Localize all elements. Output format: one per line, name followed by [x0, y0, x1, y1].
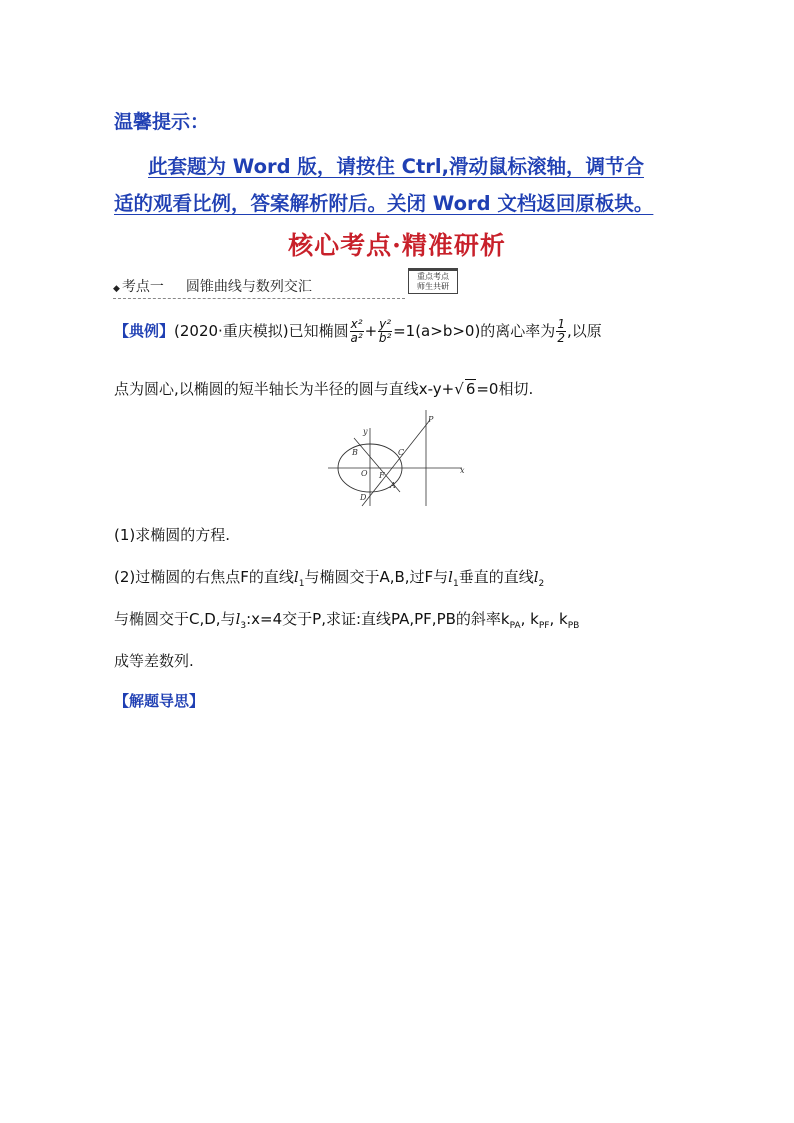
question-2-line-2: 与椭圆交于C,D,与$l_3:x=4$交于P,求证:直线PA,PF,PB的斜率$k_{PA}$, $k_{PF}$, $k_{PB}$	[114, 610, 580, 631]
example-label: 【典例】	[114, 322, 175, 340]
fraction-x: $\frac{\text{x²}}{\text{a²}}$	[350, 317, 363, 345]
label-F: F	[379, 471, 385, 480]
example-tail: ,以原	[566, 322, 602, 340]
tip-line-2: 适的观看比例，答案解析附后。关闭 Word 文档返回原板块。	[114, 192, 654, 215]
label-x: x	[460, 466, 465, 475]
label-O: O	[361, 469, 368, 478]
sqrt-value: 6	[465, 380, 476, 398]
example-line-2: 点为圆心,以椭圆的短半轴长为半径的圆与直线x-y+√ 6=0相切.	[114, 380, 534, 398]
question-1: (1)求椭圆的方程.	[114, 526, 231, 544]
label-P: P	[428, 415, 434, 424]
question-2-line-3: 成等差数列.	[114, 652, 194, 670]
kaodian-label: 考点一	[121, 279, 164, 295]
fraction-eccentricity: $\frac{1}{2}$	[557, 317, 565, 345]
tip-title: 温馨提示：	[114, 111, 210, 133]
tip-line-1: 此套题为 Word 版，请按住 Ctrl,滑动鼠标滚轴，调节合	[148, 155, 644, 178]
example-source: (2020·重庆模拟)已知椭圆	[174, 322, 349, 340]
line-l2	[362, 420, 430, 506]
label-A: A	[390, 481, 396, 490]
ellipse-figure	[324, 410, 474, 510]
stamp-badge	[408, 268, 458, 294]
diamond-icon: ◆	[113, 284, 120, 294]
question-2-line-1: (2)过椭圆的右焦点F的直线$l_1$与椭圆交于A,B,过F与$l_1$垂直的直线$l_2$	[114, 568, 545, 589]
plus-sign: +	[364, 322, 378, 340]
kaodian-topic: 圆锥曲线与数列交汇	[185, 279, 312, 295]
example-line-1	[114, 318, 602, 345]
equation-condition: =1(a>b>0)的离心率为	[393, 322, 556, 340]
label-D: D	[360, 493, 367, 502]
label-C: C	[398, 448, 405, 457]
fraction-y: $\frac{\text{y²}}{\text{b²}}$	[378, 317, 392, 345]
label-y: y	[363, 427, 368, 436]
kaodian-heading	[113, 276, 405, 299]
section-title: 核心考点·精准研析	[288, 231, 506, 260]
stamp-line-2: 师生共研	[417, 282, 449, 291]
stamp-line-1: 重点考点	[417, 272, 449, 281]
label-B: B	[352, 448, 358, 457]
tip-body	[114, 148, 694, 222]
guide-heading: 【解题导思】	[114, 692, 205, 710]
